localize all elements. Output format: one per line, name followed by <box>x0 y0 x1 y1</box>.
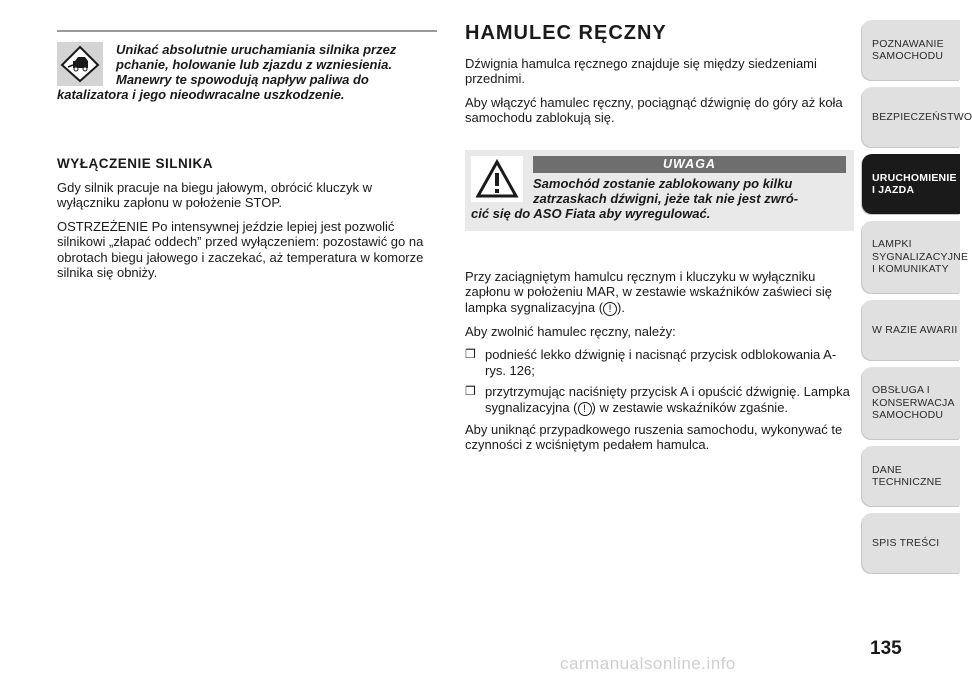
parking-brake-light-icon: ! <box>603 302 617 316</box>
page-title: HAMULEC RĘCZNY <box>465 22 667 44</box>
note-box <box>57 42 437 87</box>
tab-w-razie-awarii[interactable]: W RAZIE AWARII <box>862 300 960 360</box>
right-column <box>465 22 850 461</box>
paragraph: Aby włączyć hamulec ręczny, pociągnąć dźwignię do góry aż koła samochodu zablokują się. <box>465 94 843 125</box>
tab-spis-tresci[interactable]: SPIS TREŚCI <box>862 513 960 573</box>
paragraph: Aby uniknąć przypadkowego ruszenia samochodu, wykonywać te czynności z wciśniętym pedałem hamulca. <box>465 421 843 452</box>
left-column <box>57 30 437 289</box>
list-item: ❒ podnieść lekko dźwignię i nacisnąć przycisk odblokowania A-rys. 126; <box>465 347 837 378</box>
paragraph: Przy zaciągniętym hamulcu ręcznym i kluczyku w wyłączniku zapłonu w położeniu MAR, w zestawie wskaźników zaświeci się lampka sygnalizacyjna ( ! ). <box>465 268 833 315</box>
paragraph: OSTRZEŻENIE Po intensywnej jeździe lepiej jest pozwolić silnikowi „złapać oddech” przed wyłączeniem: pozostawić go na obrotach biegu jałowego i zaczekać, aż temperatura w komorze silnika się obniży. <box>57 218 424 280</box>
top-rule <box>57 30 437 32</box>
tab-obsluga-i-konserwacja[interactable]: OBSŁUGA I KONSERWACJA SAMOCHODU <box>862 367 960 439</box>
car-towing-icon <box>57 42 103 86</box>
parking-brake-light-icon: ! <box>578 402 592 416</box>
note-text-continued: katalizatora i jego nieodwracalne uszkodzenie. <box>57 87 345 102</box>
tab-uruchomienie-i-jazda[interactable]: URUCHOMIENIE I JAZDA <box>862 154 960 214</box>
checkbox-bullet-icon: ❒ <box>465 384 476 398</box>
paragraph: Dźwignia hamulca ręcznego znajduje się między siedzeniami przednimi. <box>465 55 817 86</box>
tab-dane-techniczne[interactable]: DANE TECHNICZNE <box>862 446 960 506</box>
page-number: 135 <box>870 638 902 659</box>
paragraph: Aby zwolnić hamulec ręczny, należy: <box>465 323 676 339</box>
checkbox-bullet-icon: ❒ <box>465 347 476 361</box>
chapter-sidebar <box>862 20 972 580</box>
tab-lampki-sygnalizacyjne[interactable]: LAMPKI SYGNALIZACYJNE I KOMUNIKATY <box>862 221 960 293</box>
warning-triangle-icon <box>471 156 523 202</box>
warning-text: Samochód zostanie zablokowany po kilku zatrzaskach dźwigni, jeże tak nie jest zwró- <box>533 175 799 206</box>
tab-bezpieczenstwo[interactable]: BEZPIECZEŃSTWO <box>862 87 960 147</box>
tab-poznawanie-samochodu[interactable]: POZNAWANIE SAMOCHODU <box>862 20 960 80</box>
note-text: Unikać absolutnie uruchamiania silnika przez pchanie, holowanie lub zjazdu z wzniesienia. Manewry te spowodują napływ paliwa do <box>116 42 397 87</box>
watermark: carmanualsonline.info <box>560 654 736 673</box>
warning-label: UWAGA <box>533 156 846 173</box>
paragraph: Gdy silnik pracuje na biegu jałowym, obrócić kluczyk w wyłączniku zapłonu w położenie STOP. <box>57 179 373 210</box>
section-heading: WYŁĄCZENIE SILNIKA <box>57 156 213 171</box>
list-item: ❒ przytrzymując naciśnięty przycisk A i opuścić dźwignię. Lampka sygnalizacyjna ( ! ) w zestawie wskaźników zgaśnie. <box>465 384 850 415</box>
warning-box <box>465 150 854 231</box>
warning-text-continued: cić się do ASO Fiata aby wyregulować. <box>471 205 711 221</box>
